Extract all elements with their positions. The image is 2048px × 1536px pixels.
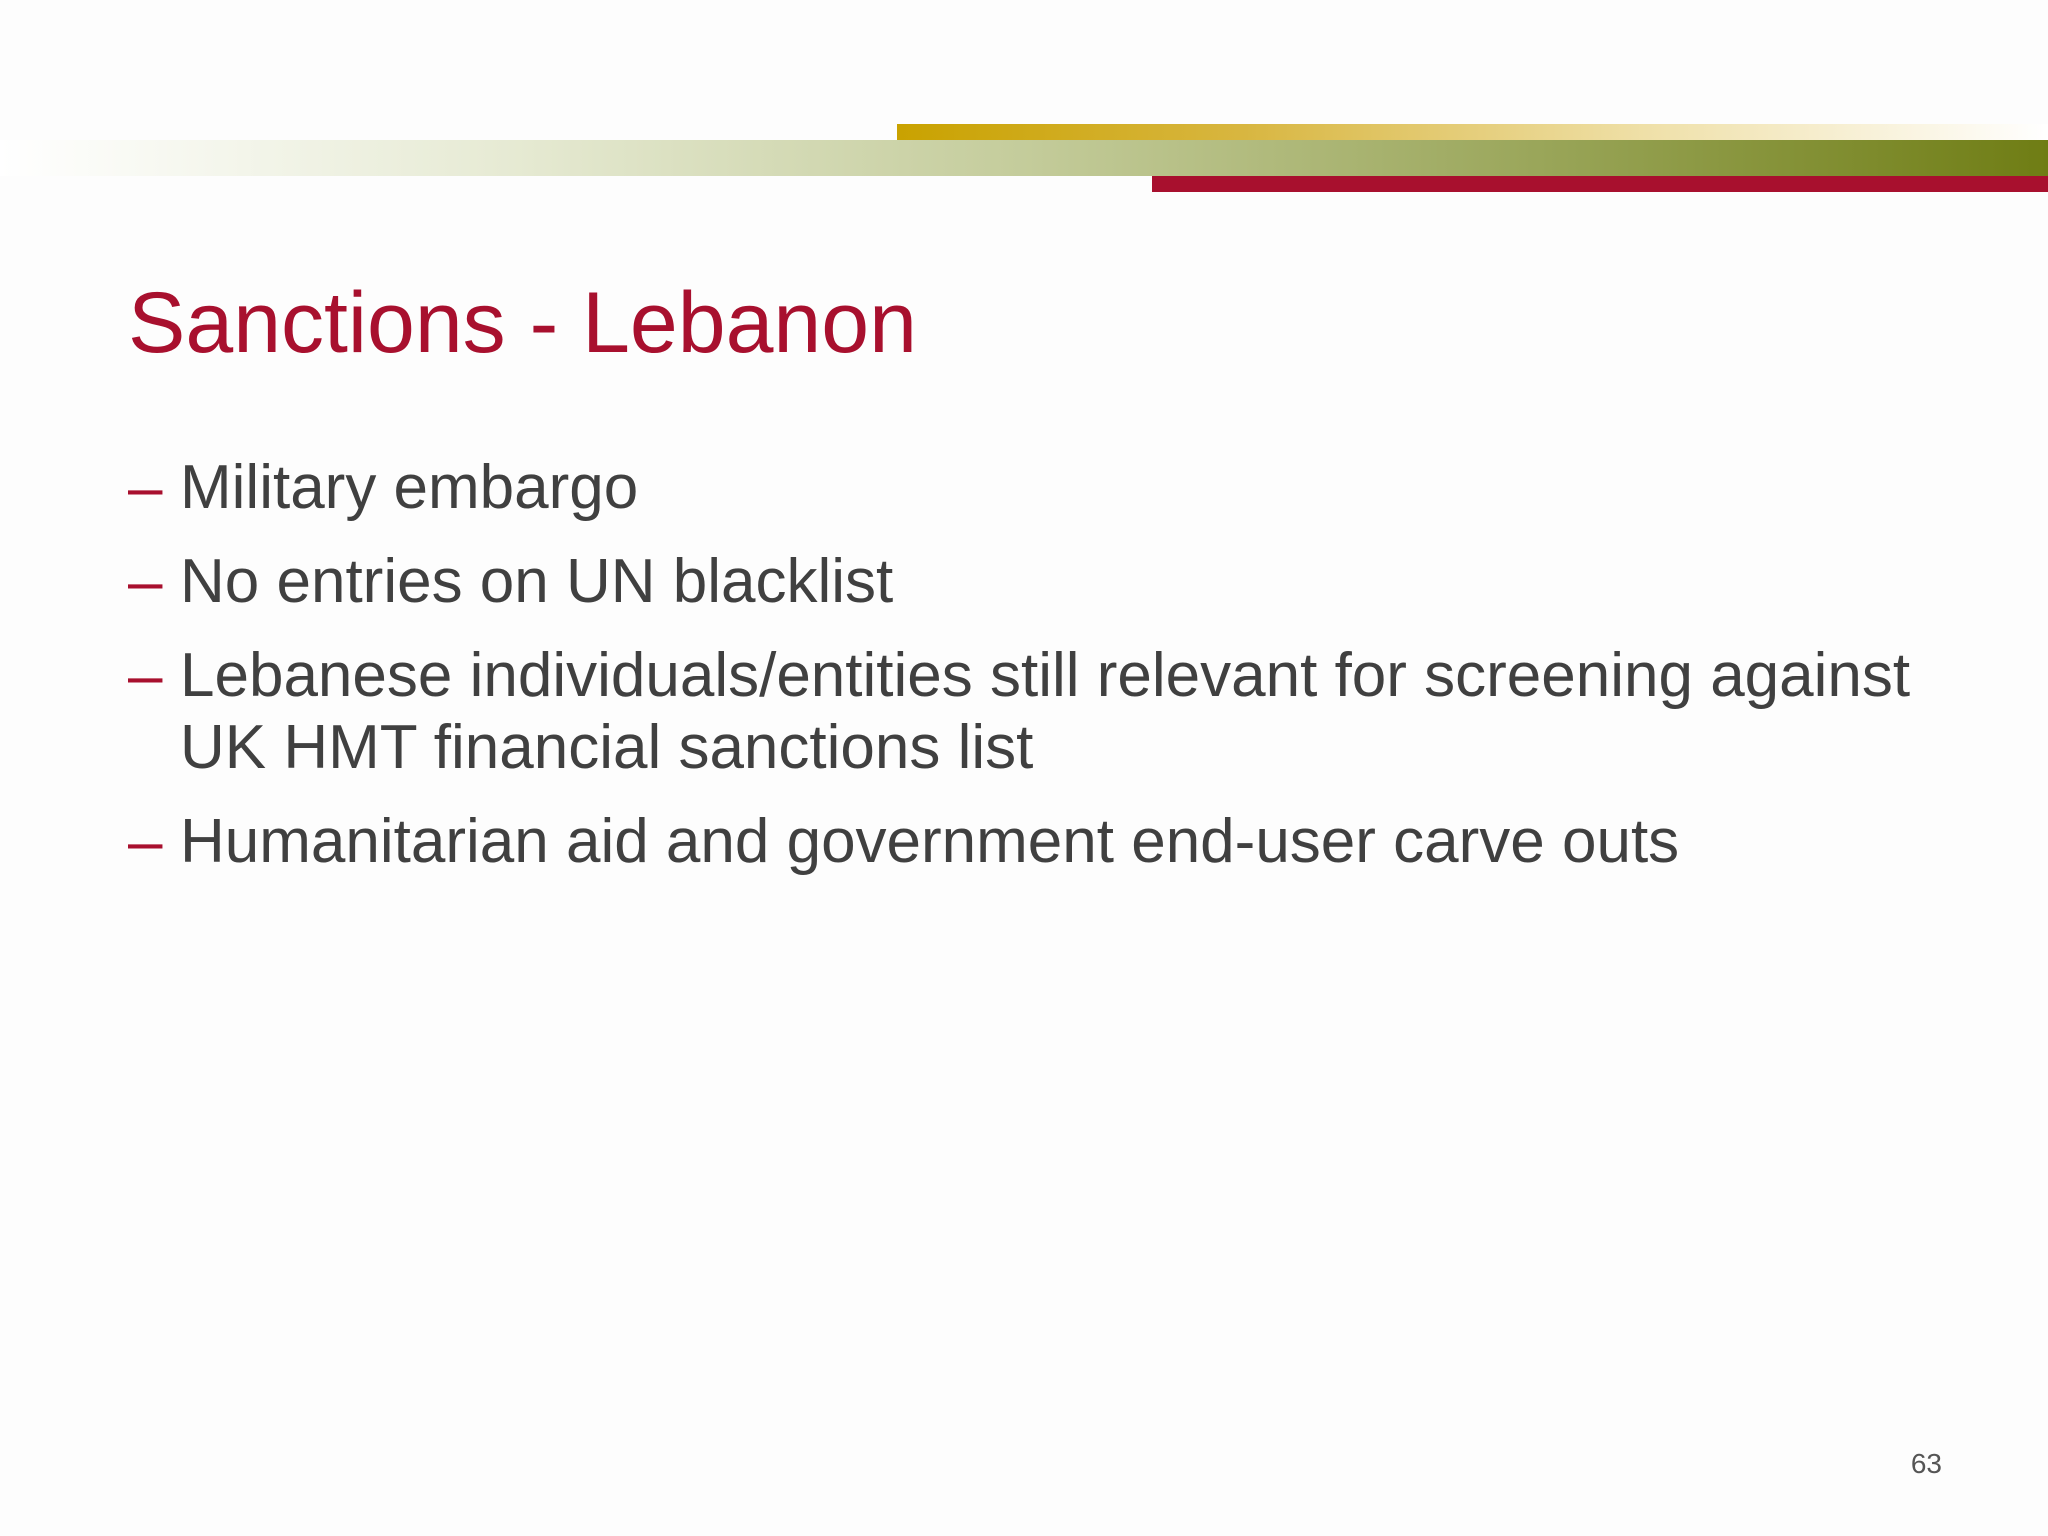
dash-bullet-icon: – [128,807,163,876]
bullet-list [128,452,1948,900]
bullet-item [128,806,1948,878]
header-red-bar [1152,176,2048,192]
header-green-bar [0,140,2048,176]
bullet-text: Lebanese individuals/entities still relevant for screening against UK HMT financial sanctions list [180,641,1911,782]
bullet-item [128,452,1948,524]
header-gold-bar [897,124,2048,140]
dash-bullet-icon: – [128,453,163,522]
bullet-item [128,546,1948,618]
page-number: 63 [1910,1448,1942,1479]
dash-bullet-icon: – [128,547,163,616]
bullet-item [128,640,1948,784]
bullet-text: No entries on UN blacklist [180,547,894,616]
bullet-text: Military embargo [180,453,639,522]
slide-title: Sanctions - Lebanon [128,275,917,371]
dash-bullet-icon: – [128,641,163,710]
bullet-text: Humanitarian aid and government end-user carve outs [180,807,1680,876]
